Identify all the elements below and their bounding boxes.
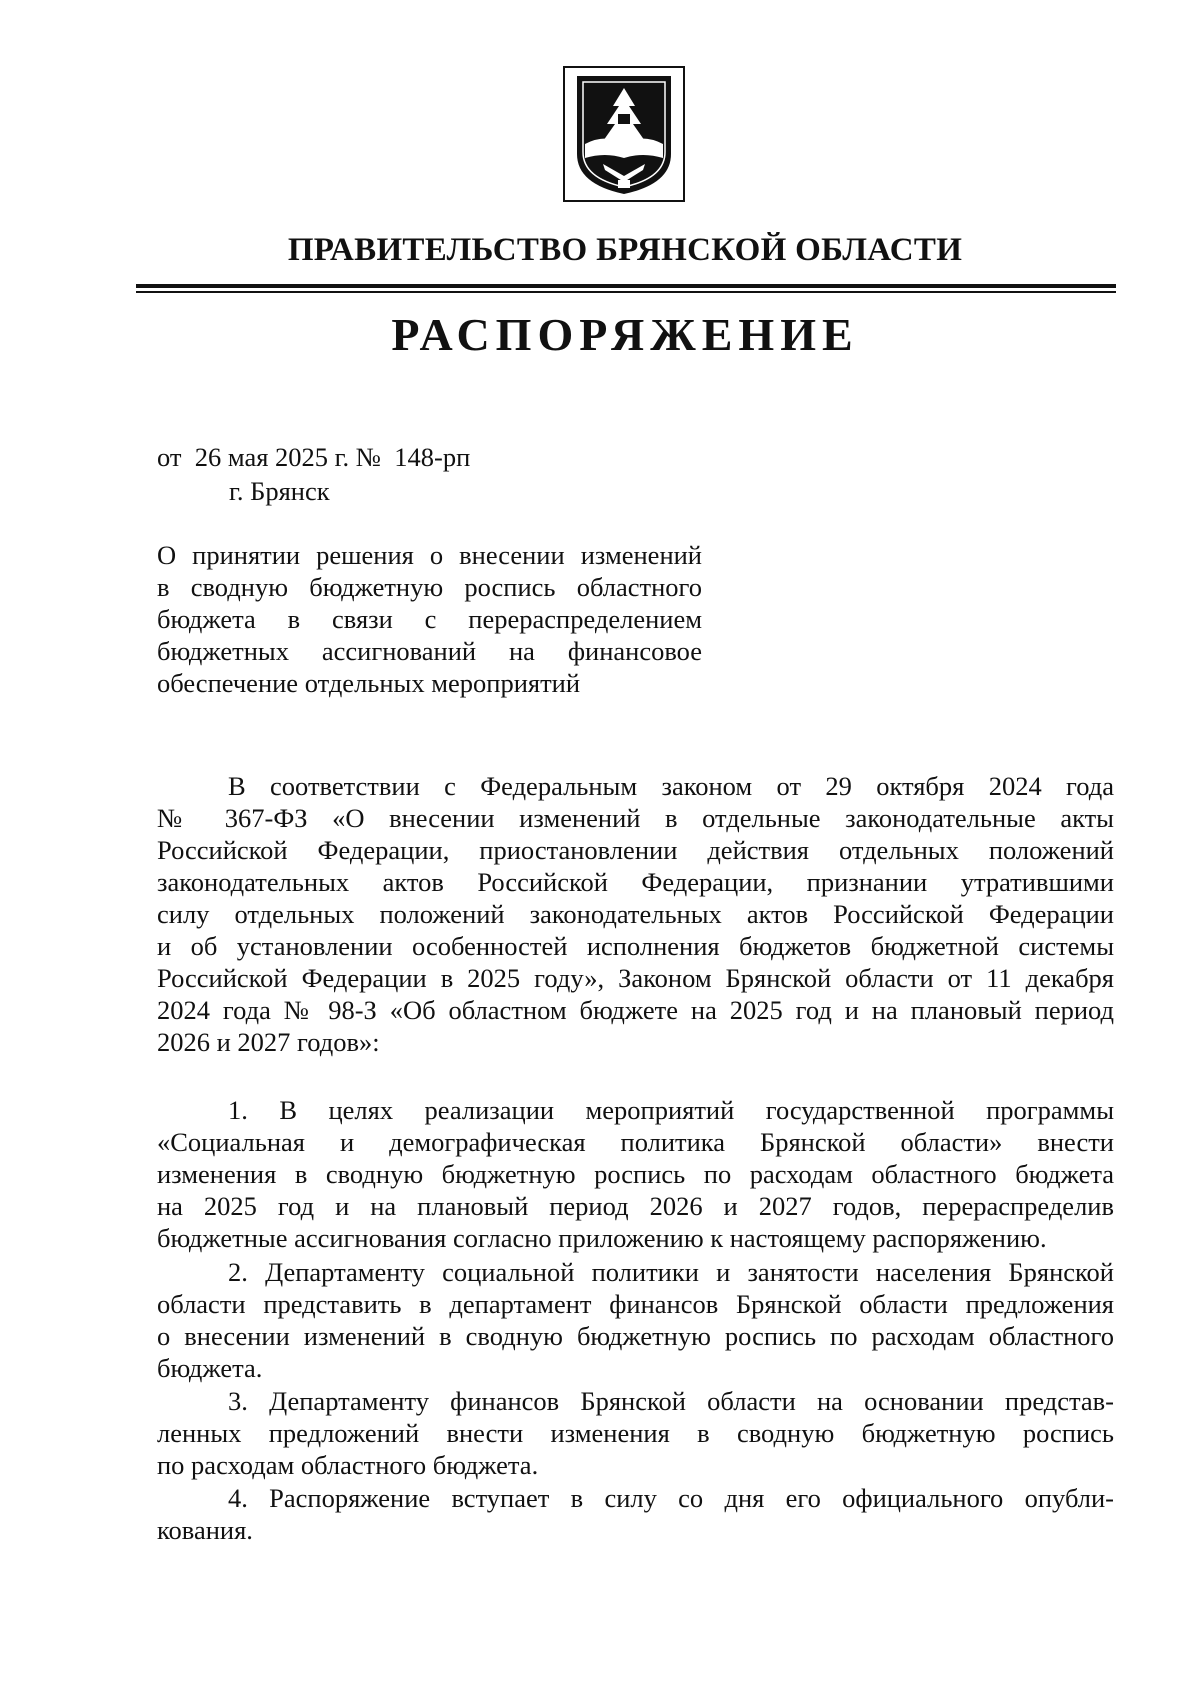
- preamble-line: законодательных актов Российской Федерации, признании утратившими: [157, 867, 1114, 897]
- subject-line: бюджета в связи с перераспределением: [157, 604, 702, 634]
- preamble-line: силу отдельных положений законодательных актов Российской Федерации: [157, 899, 1114, 929]
- subject-line: в сводную бюджетную роспись областного: [157, 572, 702, 602]
- item-4-line: кования.: [157, 1515, 253, 1545]
- item-2-line: 2. Департаменту социальной политики и занятости населения Брянской: [228, 1257, 1114, 1287]
- item-3-line: 3. Департаменту финансов Брянской области на основании представ-: [228, 1386, 1114, 1416]
- item-1-line: «Социальная и демографическая политика Брянской области» внести: [157, 1127, 1114, 1157]
- document-type-title: РАСПОРЯЖЕНИЕ: [391, 309, 859, 360]
- subject-block: [157, 539, 702, 699]
- item-2-paragraph: [157, 1256, 1114, 1384]
- item-1-paragraph: [157, 1094, 1114, 1254]
- item-1-line: 1. В целях реализации мероприятий государственной программы: [228, 1095, 1114, 1125]
- preamble-line: В соответствии с Федеральным законом от 29 октября 2024 года: [228, 771, 1114, 801]
- item-3-line: ленных предложений внести изменения в сводную бюджетную роспись: [157, 1418, 1114, 1448]
- item-4-line: 4. Распоряжение вступает в силу со дня его официального опубли-: [228, 1483, 1114, 1513]
- preamble-line: 2024 года № 98-З «Об областном бюджете на 2025 год и на плановый период: [157, 995, 1114, 1025]
- header-rule-thick: [136, 284, 1116, 288]
- preamble-line: Российской Федерации в 2025 году», Законом Брянской области от 11 декабря: [157, 963, 1114, 993]
- header-rule-thin: [136, 291, 1116, 293]
- item-1-line: изменения в сводную бюджетную роспись по расходам областного бюджета: [157, 1159, 1114, 1189]
- item-1-line: на 2025 год и на плановый период 2026 и 2027 годов, перераспределив: [157, 1191, 1114, 1221]
- subject-line: О принятии решения о внесении изменений: [157, 540, 702, 570]
- subject-line: бюджетных ассигнований на финансовое: [157, 636, 702, 666]
- preamble-line: и об установлении особенностей исполнения бюджетов бюджетной системы: [157, 931, 1114, 961]
- item-2-line: бюджета.: [157, 1353, 263, 1383]
- item-2-line: о внесении изменений в сводную бюджетную роспись по расходам областного: [157, 1321, 1114, 1351]
- item-1-line: бюджетные ассигнования согласно приложению к настоящему распоряжению.: [157, 1223, 1047, 1253]
- preamble-line: № 367-ФЗ «О внесении изменений в отдельные законодательные акты: [157, 803, 1114, 833]
- city-line: г. Брянск: [229, 476, 330, 506]
- item-2-line: области представить в департамент финансов Брянской области предложения: [157, 1289, 1114, 1319]
- preamble-line: 2026 и 2027 годов»:: [157, 1027, 380, 1057]
- organization-title: ПРАВИТЕЛЬСТВО БРЯНСКОЙ ОБЛАСТИ: [287, 232, 963, 268]
- item-3-line: по расходам областного бюджета.: [157, 1450, 539, 1480]
- subject-line: обеспечение отдельных мероприятий: [157, 668, 581, 698]
- date-number-line: от 26 мая 2025 г. № 148-рп: [157, 442, 471, 472]
- preamble-paragraph: [157, 770, 1114, 1058]
- item-3-paragraph: [157, 1385, 1114, 1481]
- preamble-line: Российской Федерации, приостановлении действия отдельных положений: [157, 835, 1114, 865]
- item-4-paragraph: [157, 1482, 1114, 1546]
- bryansk-coat-of-arms-icon: [563, 66, 685, 202]
